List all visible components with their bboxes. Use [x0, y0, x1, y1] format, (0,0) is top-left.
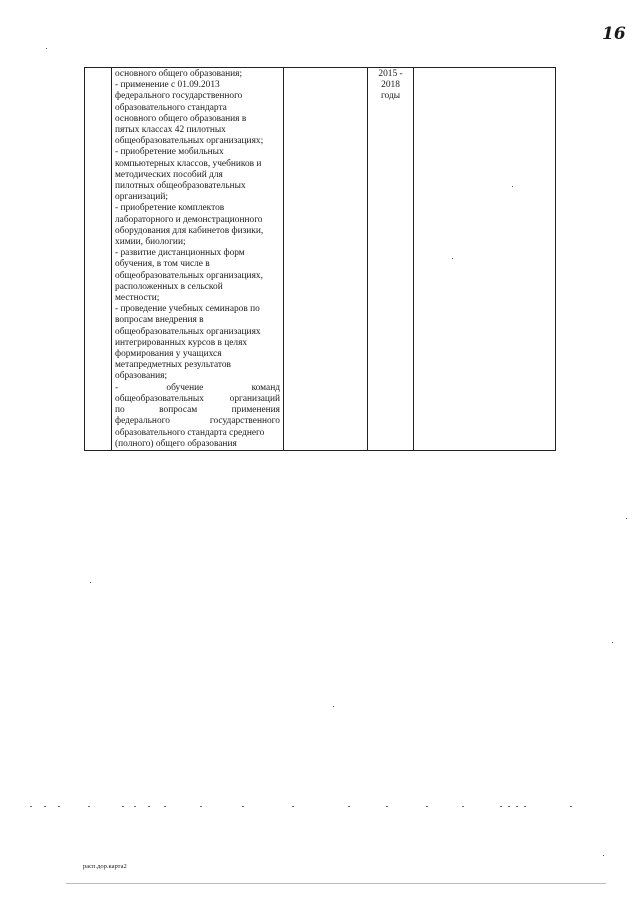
years-line: годы — [380, 91, 401, 102]
activities-cell — [112, 68, 284, 451]
activity-line: оборудования для кабинетов физики, — [115, 225, 264, 236]
scan-speck — [46, 48, 47, 49]
activity-line: - проведение учебных семинаров по — [115, 304, 260, 315]
activity-line: по вопросам применения — [115, 405, 280, 416]
activity-line: основного общего образования; — [115, 69, 243, 79]
activity-line: общеобразовательных организациях — [115, 326, 261, 337]
activity-line: вопросам внедрения в — [115, 315, 204, 326]
activity-line: пятых классах 42 пилотных — [115, 125, 226, 136]
activity-line: основного общего образования в — [115, 113, 247, 124]
activity-line: интегрированных курсов в целях — [115, 337, 248, 348]
activity-line: местности; — [115, 293, 160, 304]
activity-line: обучения, в том числе в — [115, 259, 210, 270]
activity-line: (полного) общего образования — [115, 438, 237, 449]
activity-line: метапредметных результатов — [115, 360, 231, 371]
footer-code: расп.дор.карта2 — [83, 863, 127, 870]
scan-speck — [90, 582, 91, 583]
scan-speck — [626, 518, 627, 519]
number-cell — [85, 68, 112, 451]
page-number: 16 — [602, 24, 626, 44]
activity-line: общеобразовательных организаций — [115, 393, 280, 404]
activity-line: - приобретение мобильных — [115, 147, 224, 158]
activity-line: - приобретение комплектов — [115, 203, 225, 214]
table-row — [85, 68, 556, 451]
empty-cell — [414, 68, 556, 451]
plan-table — [84, 67, 556, 451]
scan-speck — [333, 706, 334, 707]
scan-artifact-dashes — [30, 806, 590, 807]
activity-line: расположенных в сельской — [115, 281, 223, 292]
activity-line: формирования у учащихся — [115, 349, 222, 360]
years-line: 2018 — [381, 80, 400, 91]
activities-text — [112, 68, 283, 450]
years-line: 2015 - — [378, 69, 403, 79]
activity-line: общеобразовательных организациях, — [115, 270, 263, 281]
activity-line: компьютерных классов, учебников и — [115, 158, 262, 169]
activity-line: федерального государственного — [115, 91, 243, 102]
activity-line: общеобразовательных организациях; — [115, 136, 264, 147]
scan-speck — [512, 186, 513, 187]
years-text — [368, 68, 413, 103]
activity-line: образования; — [115, 371, 168, 382]
activity-line: - применение с 01.09.2013 — [115, 80, 220, 91]
activity-line: методических пособий для — [115, 169, 223, 180]
activity-line: пилотных общеобразовательных — [115, 181, 246, 192]
activity-line: - обучение команд — [115, 382, 280, 393]
activity-line: образовательного стандарта — [115, 102, 227, 113]
scan-artifact-line — [66, 883, 606, 884]
activity-line: лабораторного и демонстрационного — [115, 214, 263, 225]
activity-line: - развитие дистанционных форм — [115, 248, 245, 259]
activity-line: образовательного стандарта среднего — [115, 427, 265, 438]
activity-line: организаций; — [115, 192, 168, 203]
empty-cell — [284, 68, 368, 451]
scan-speck — [612, 642, 613, 643]
activity-line: федерального государственного — [115, 416, 280, 427]
years-cell — [368, 68, 414, 451]
scan-speck — [452, 258, 453, 259]
activity-line: химии, биологии; — [115, 237, 186, 248]
scan-speck — [603, 855, 604, 856]
